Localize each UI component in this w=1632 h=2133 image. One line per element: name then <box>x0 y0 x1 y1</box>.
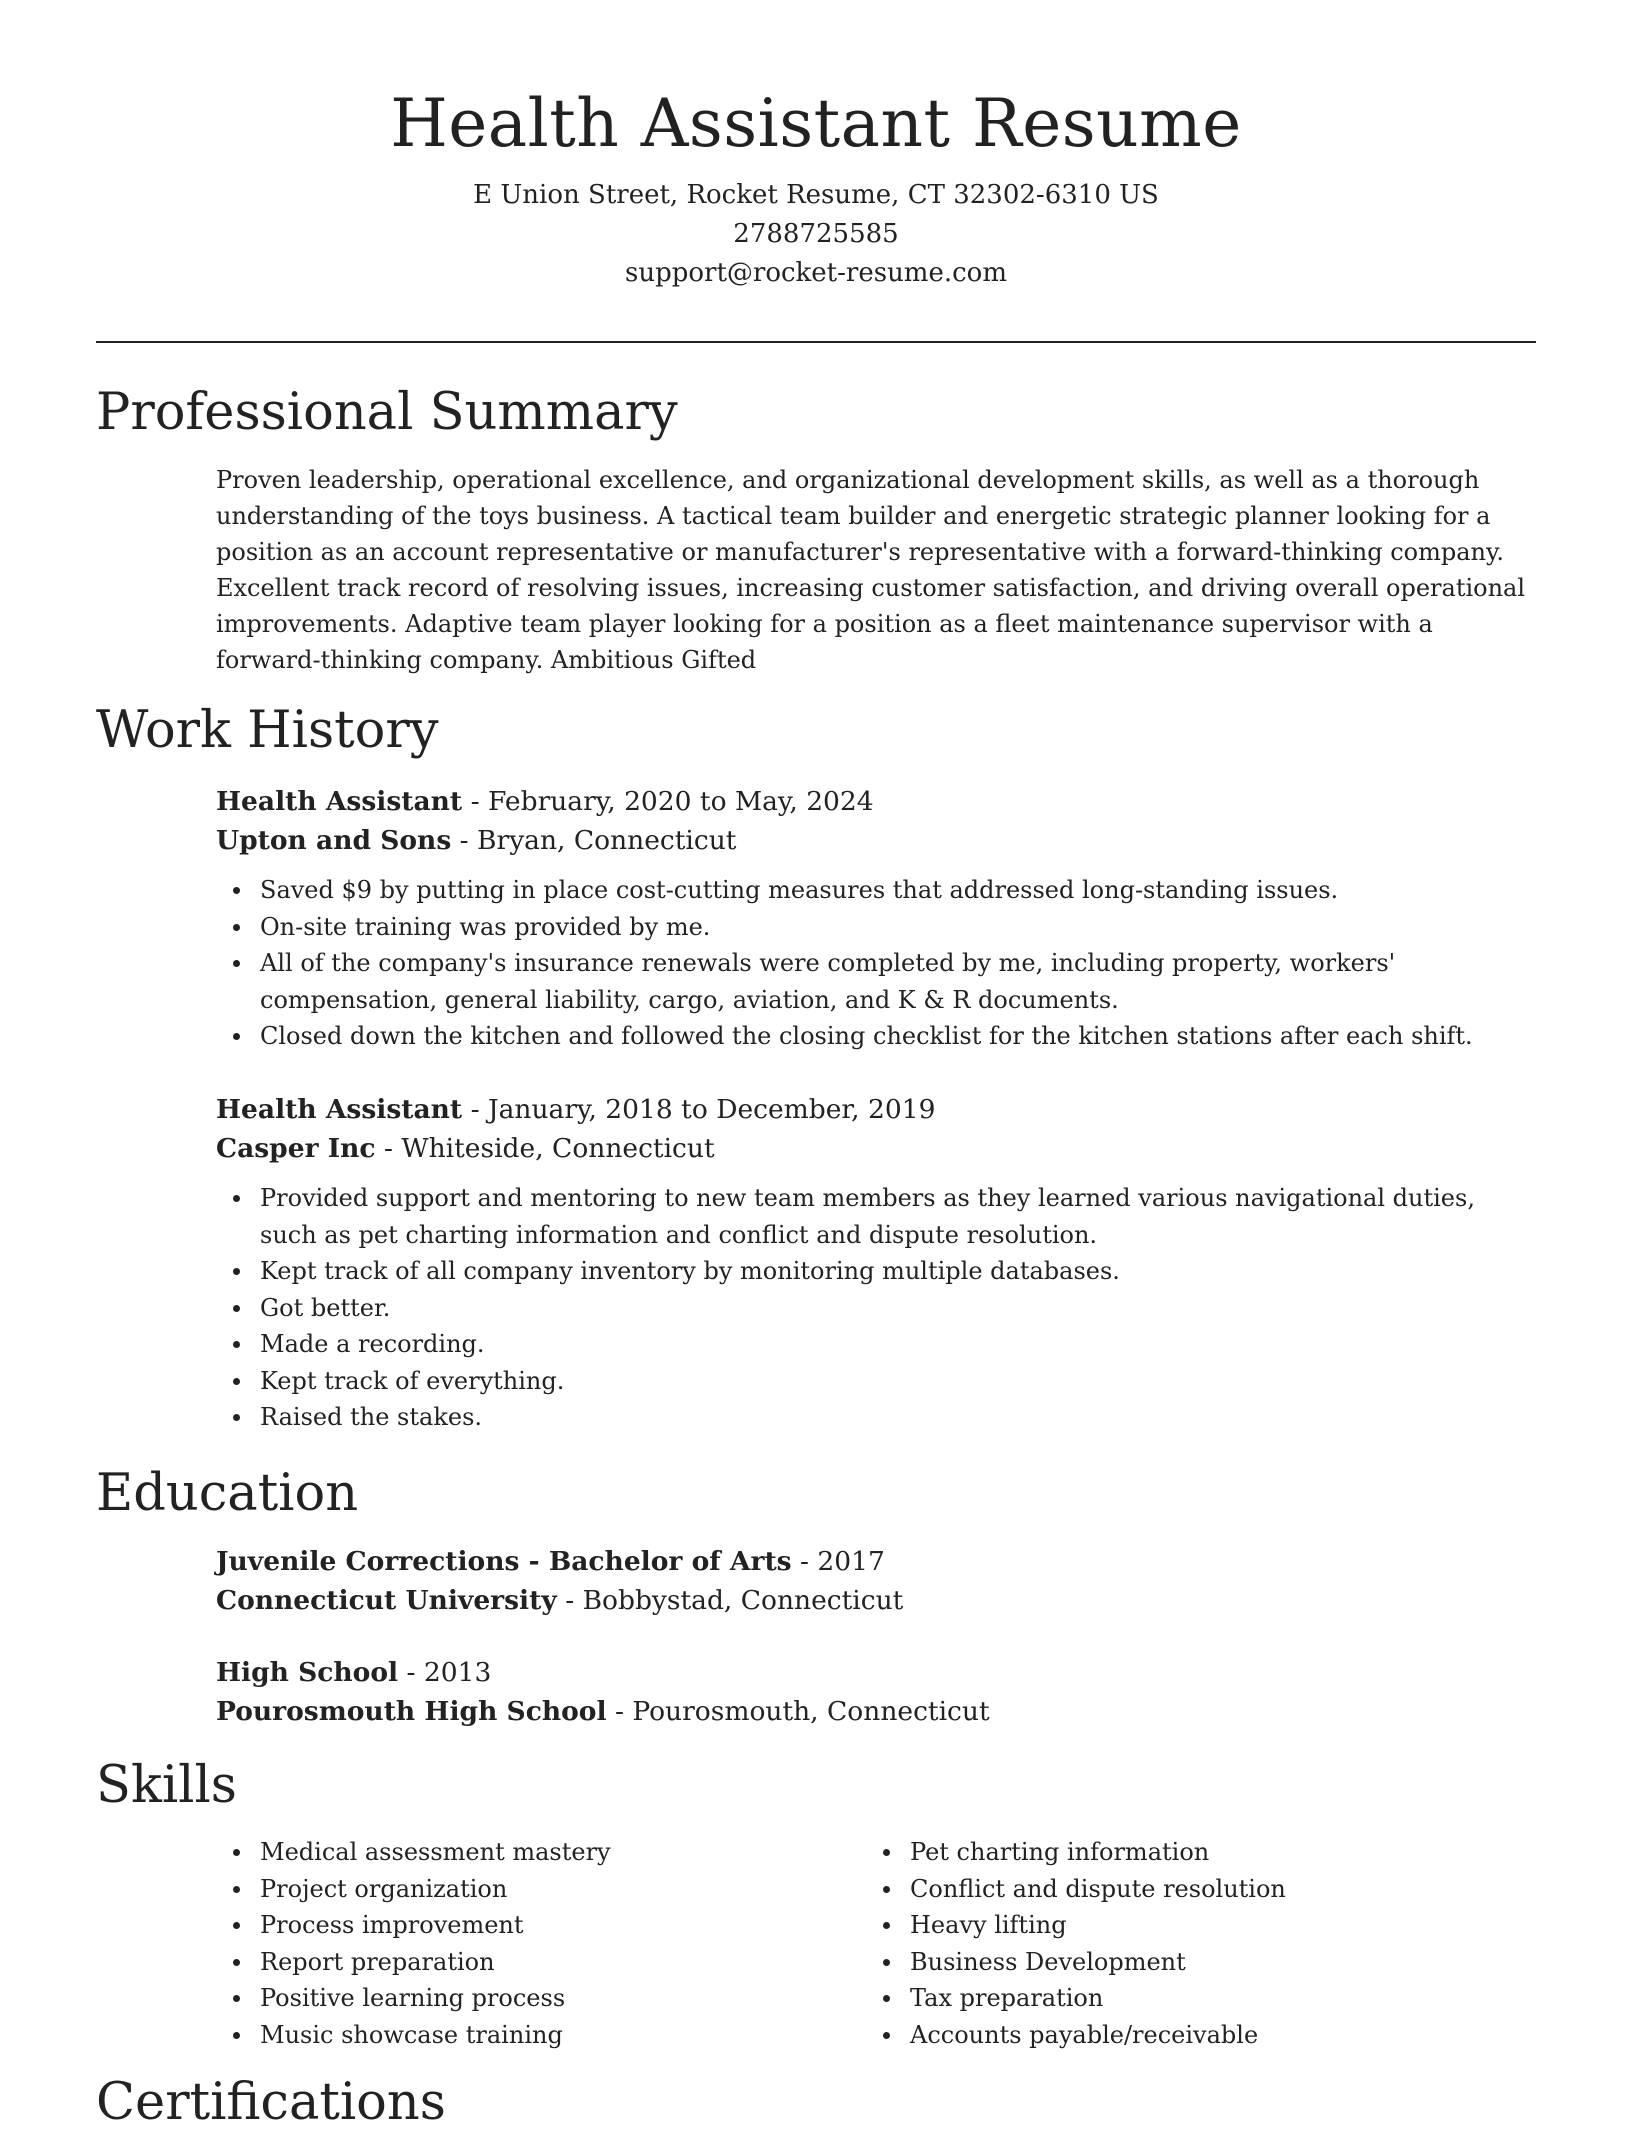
job-duties-list <box>216 872 1536 1055</box>
section-title-education: Education <box>96 1464 359 1523</box>
education-year: - 2017 <box>791 1546 885 1577</box>
job-duty: Closed down the kitchen and followed the closing checklist for the kitchen stations after each shift. <box>260 1018 1536 1055</box>
skill-item: Positive learning process <box>260 1980 816 2017</box>
skill-item: Business Development <box>910 1944 1466 1981</box>
job-company-line <box>216 1129 1536 1168</box>
job-dates: - February, 2020 to May, 2024 <box>462 786 874 817</box>
job-duty: Provided support and mentoring to new team members as they learned various navigational duties, such as pet charting information and conflict and dispute resolution. <box>260 1180 1536 1253</box>
education-location: - Pourosmouth, Connecticut <box>606 1696 990 1727</box>
skill-item: Report preparation <box>260 1944 816 1981</box>
job-company-line <box>216 821 1536 860</box>
job-company: Upton and Sons <box>216 825 452 856</box>
work-entry <box>216 1090 1536 1436</box>
section-title-summary: Professional Summary <box>96 383 678 442</box>
job-dates: - January, 2018 to December, 2019 <box>462 1094 936 1125</box>
contact-address: E Union Street, Rocket Resume, CT 32302-6310 US <box>473 180 1159 210</box>
skill-item: Music showcase training <box>260 2017 816 2054</box>
job-duty: Got better. <box>260 1290 1536 1327</box>
contact-phone: 2788725585 <box>733 219 899 249</box>
job-location: - Whiteside, Connecticut <box>375 1133 715 1164</box>
contact-block <box>96 176 1536 293</box>
education-degree: Juvenile Corrections - Bachelor of Arts <box>216 1546 792 1577</box>
skills-column-right <box>866 1834 1466 2053</box>
skill-item: Medical assessment mastery <box>260 1834 816 1871</box>
job-title: Health Assistant <box>216 786 463 817</box>
education-school-line <box>216 1581 1536 1620</box>
section-title-certifications: Certifications <box>96 2073 446 2132</box>
header-divider <box>96 341 1536 343</box>
job-duty: Kept track of all company inventory by monitoring multiple databases. <box>260 1253 1536 1290</box>
job-company: Casper Inc <box>216 1133 376 1164</box>
education-degree: High School <box>216 1657 399 1688</box>
skill-item: Conflict and dispute resolution <box>910 1871 1466 1908</box>
skill-item: Accounts payable/receivable <box>910 2017 1466 2054</box>
skill-item: Heavy lifting <box>910 1907 1466 1944</box>
job-duty: Kept track of everything. <box>260 1363 1536 1400</box>
education-degree-line <box>216 1542 1536 1581</box>
skills-list <box>866 1834 1466 2053</box>
summary-text: Proven leadership, operational excellence, and organizational development skills, as well as a thorough understanding of the toys business. A tactical team builder and energetic strategic planner looking for a position as an account representative or manufacturer's representative with a forward-thinking company. Excellent track record of resolving issues, increasing customer satisfaction, and driving overall operational improvements. Adaptive team player looking for a position as a fleet maintenance supervisor with a forward-thinking company. Ambitious Gifted <box>216 466 1526 674</box>
resume-title: Health Assistant Resume <box>390 85 1242 162</box>
skills-list <box>216 1834 816 2053</box>
education-school: Connecticut University <box>216 1585 557 1616</box>
job-location: - Bryan, Connecticut <box>451 825 737 856</box>
job-duty: All of the company's insurance renewals were completed by me, including property, workers' compensation, general liability, cargo, aviation, and K & R documents. <box>260 945 1536 1018</box>
education-entry <box>216 1653 1536 1731</box>
job-duty: Saved $9 by putting in place cost-cutting measures that addressed long-standing issues. <box>260 872 1536 909</box>
job-title: Health Assistant <box>216 1094 463 1125</box>
job-duty: Raised the stakes. <box>260 1399 1536 1436</box>
resume-header <box>96 82 1536 293</box>
section-title-skills: Skills <box>96 1756 237 1815</box>
job-title-line <box>216 1090 1536 1129</box>
education-school-line <box>216 1692 1536 1731</box>
section-title-work-history: Work History <box>96 701 439 760</box>
skill-item: Process improvement <box>260 1907 816 1944</box>
contact-email: support@rocket-resume.com <box>624 258 1007 288</box>
job-duty: Made a recording. <box>260 1326 1536 1363</box>
education-year: - 2013 <box>398 1657 492 1688</box>
work-entry <box>216 782 1536 1055</box>
job-duty: On-site training was provided by me. <box>260 909 1536 946</box>
skills-column-left <box>216 1834 816 2053</box>
education-degree-line <box>216 1653 1536 1692</box>
education-location: - Bobbystad, Connecticut <box>556 1585 904 1616</box>
job-title-line <box>216 782 1536 821</box>
job-duties-list <box>216 1180 1536 1436</box>
education-entry <box>216 1542 1536 1620</box>
skill-item: Pet charting information <box>910 1834 1466 1871</box>
education-school: Pourosmouth High School <box>216 1696 607 1727</box>
skill-item: Tax preparation <box>910 1980 1466 2017</box>
skill-item: Project organization <box>260 1871 816 1908</box>
